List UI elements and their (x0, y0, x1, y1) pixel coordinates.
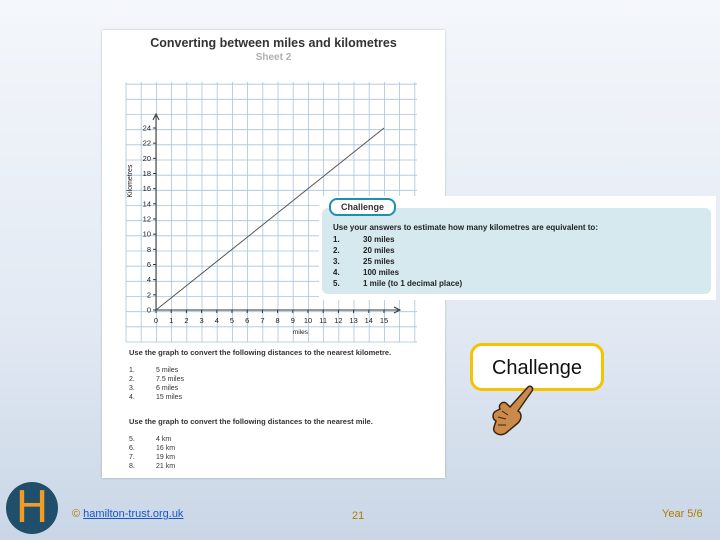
hamilton-trust-link[interactable]: hamilton-trust.org.uk (83, 508, 184, 520)
y-tick-label: 20 (142, 153, 151, 163)
x-tick-label: 10 (303, 316, 313, 325)
challenge-panel (319, 196, 716, 300)
y-tick-label: 22 (142, 138, 151, 148)
x-tick-label: 11 (319, 316, 328, 325)
challenge-button[interactable]: Challenge (470, 343, 604, 391)
question-item: 6. 16 km (129, 445, 176, 452)
copyright: © hamilton-trust.org.uk (72, 508, 184, 520)
question-item: 1. 5 miles (129, 367, 179, 374)
year-label: Year 5/6 (662, 508, 703, 520)
challenge-tab: Challenge (329, 198, 396, 216)
y-tick-label: 10 (142, 229, 151, 239)
x-axis-label: miles (292, 329, 308, 336)
hamilton-logo: H (6, 482, 58, 534)
x-tick-label: 5 (229, 316, 235, 325)
y-tick-label: 18 (142, 169, 151, 178)
challenge-instruction: Use your answers to estimate how many kilometres are equivalent to: (333, 223, 598, 232)
challenge-item: 2. 20 miles (333, 246, 395, 255)
conversion-graph (102, 30, 445, 350)
x-tick-label: 13 (349, 316, 358, 325)
y-tick-label: 0 (146, 305, 151, 315)
x-tick-label: 2 (184, 316, 189, 325)
y-tick-label: 12 (142, 214, 151, 224)
question-item: 7. 19 km (129, 454, 176, 461)
x-tick-label: 8 (275, 316, 280, 325)
questions2-heading: Use the graph to convert the following distances to the nearest mile. (129, 417, 373, 426)
y-tick-label: 16 (142, 184, 151, 194)
x-tick-label: 12 (334, 316, 343, 325)
x-tick-label: 4 (214, 316, 219, 325)
challenge-card (322, 208, 711, 294)
question-item: 4. 15 miles (129, 394, 183, 401)
questions1-heading: Use the graph to convert the following distances to the nearest kilometre. (129, 348, 392, 357)
challenge-item: 4. 100 miles (333, 268, 400, 277)
question-item: 2. 7.5 miles (129, 376, 185, 383)
sheet-subtitle: Sheet 2 (255, 52, 292, 63)
question-item: 3. 6 miles (129, 385, 179, 392)
x-tick-label: 15 (379, 316, 389, 325)
page-number: 21 (352, 510, 365, 522)
y-tick-label: 14 (142, 199, 151, 209)
challenge-item: 3. 25 miles (333, 257, 395, 266)
y-tick-label: 2 (146, 290, 151, 300)
y-tick-label: 24 (142, 123, 151, 133)
y-axis-label: Kilometres (127, 164, 134, 198)
challenge-item: 1. 30 miles (333, 235, 395, 244)
x-tick-label: 14 (364, 316, 373, 325)
question-item: 8. 21 km (129, 463, 176, 470)
challenge-item: 5. 1 mile (to 1 decimal place) (333, 279, 463, 288)
sheet-title: Converting between miles and kilometres (150, 36, 397, 50)
x-tick-label: 3 (199, 316, 204, 325)
x-tick-label: 9 (290, 316, 295, 325)
y-tick-label: 6 (146, 260, 151, 269)
x-tick-label: 1 (169, 316, 174, 325)
pointing-hand-icon (488, 385, 534, 437)
x-tick-label: 0 (153, 316, 159, 325)
y-tick-label: 8 (146, 244, 151, 254)
x-tick-label: 6 (245, 316, 250, 325)
question-item: 5. 4 km (129, 436, 172, 443)
x-tick-label: 7 (260, 316, 265, 325)
y-tick-label: 4 (146, 275, 151, 285)
